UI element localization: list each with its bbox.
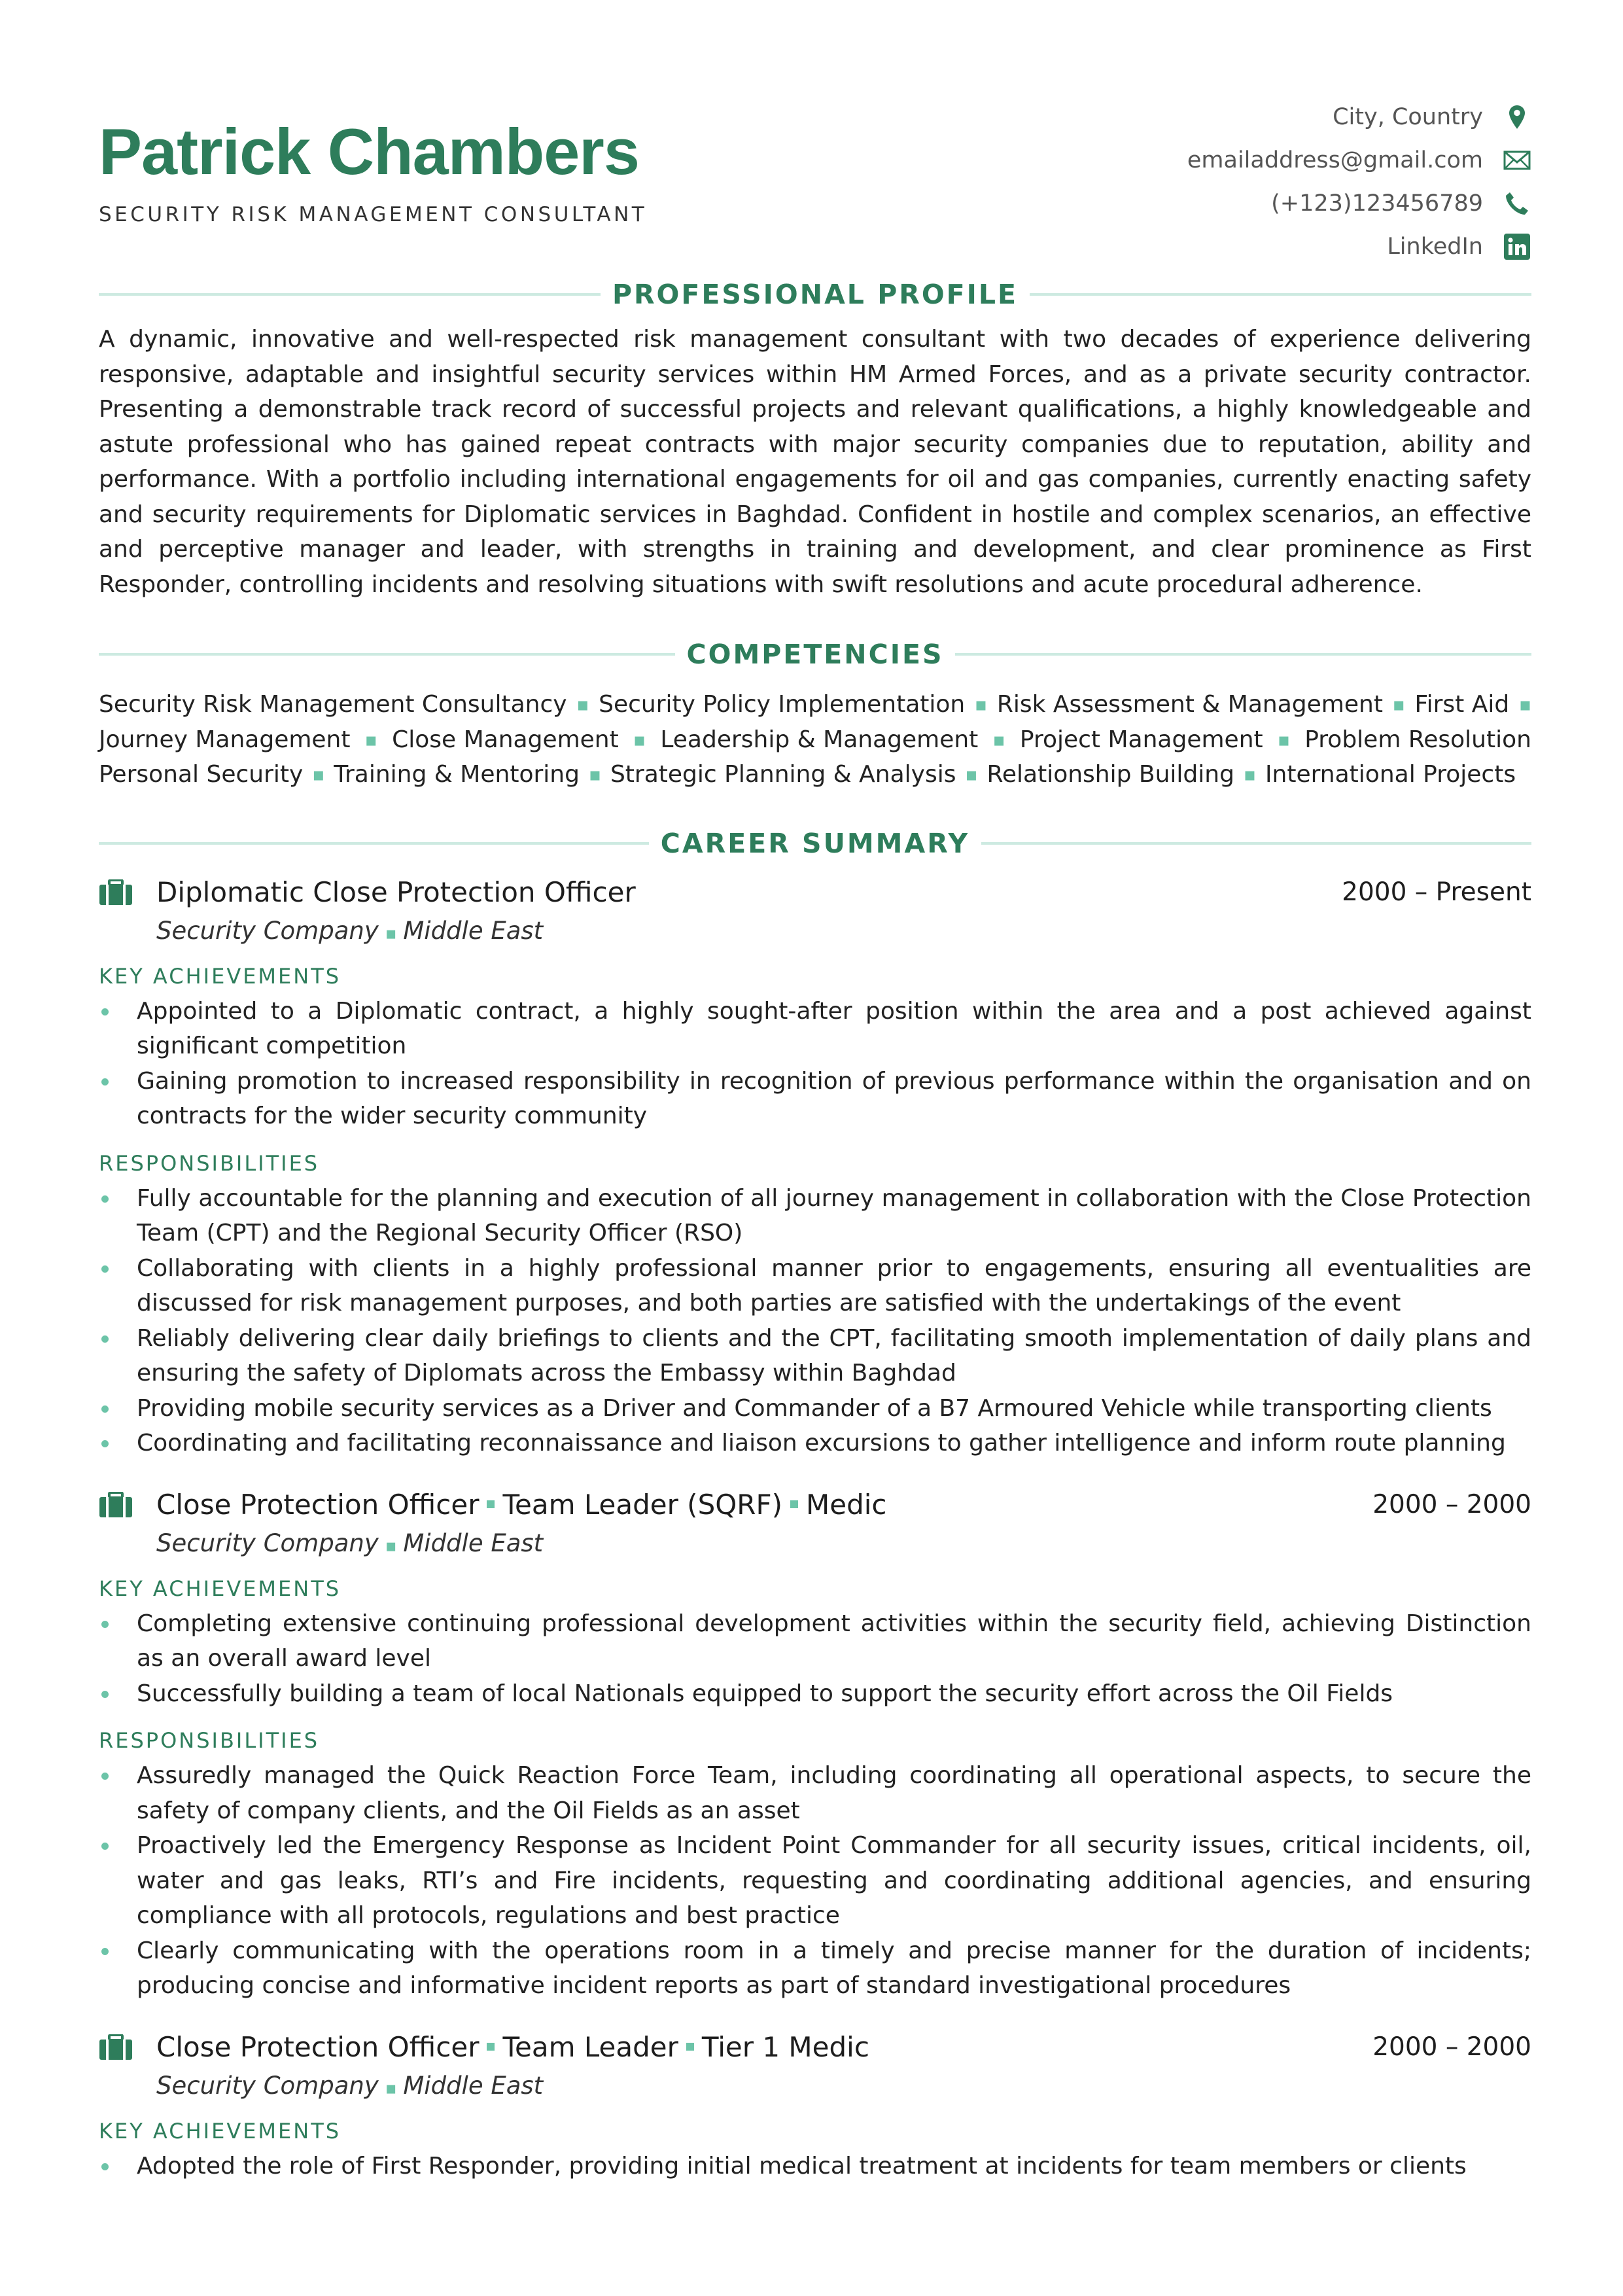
company-name: Security Company [156,916,379,945]
competency-item: International Projects [1265,761,1516,788]
separator-dot: ▪ [364,728,377,751]
role-part: Tier 1 Medic [701,2031,869,2063]
profile-section-heading [99,275,1531,314]
contact-linkedin [1187,225,1531,268]
competency-item: Project Management [1019,726,1263,753]
responsibility-item: Fully accountable for the planning and execution of all journey management in collaboration with the Close Protection Team (CPT) and the Regional Security Officer (RSO) [99,1181,1531,1251]
competency-row [99,757,1531,792]
separator-dot: ▪ [1518,694,1531,716]
contact-linkedin-text[interactable]: LinkedIn [1387,234,1483,260]
competency-item: Risk Assessment & Management [996,691,1383,718]
briefcase-icon [99,2034,133,2060]
separator-dot: ▪ [312,764,325,786]
contact-email [1187,139,1531,182]
key-achievements-heading: KEY ACHIEVEMENTS [99,2118,341,2144]
competencies-heading: COMPETENCIES [686,639,944,670]
separator-dot: ▪ [1243,764,1256,786]
heading-rule-left [99,293,601,296]
job-role [156,1489,887,1521]
candidate-name: Patrick Chambers [99,115,639,188]
competency-row [99,687,1531,722]
job-header [99,2027,1531,2068]
job-entry [99,2027,1531,2184]
role-part: Medic [806,1489,887,1521]
separator-dot: ▪ [965,764,978,786]
responsibility-item: Reliably delivering clear daily briefings to clients and the CPT, facilitating smooth implementation of daily plans and ensuring the safety of Diplomats across the Embassy within Baghdad [99,1321,1531,1391]
responsibilities-list [99,1181,1531,1461]
role-part: Team Leader [502,2031,678,2063]
competencies-list [99,687,1531,792]
role-part: Close Protection Officer [156,1489,480,1521]
job-role [156,2031,869,2063]
heading-rule-right [981,842,1531,845]
linkedin-icon [1503,232,1531,261]
company-location: Middle East [403,1528,544,1557]
role-separator [487,2043,495,2051]
competency-item: Close Management [392,726,619,753]
role-part: Team Leader (SQRF) [502,1489,783,1521]
key-achievements-heading: KEY ACHIEVEMENTS [99,963,341,989]
responsibility-item: Coordinating and facilitating reconnaissance and liaison excursions to gather intelligence and inform route planning [99,1426,1531,1461]
competency-item: Security Risk Management Consultancy [99,691,567,718]
competency-item: Relationship Building [986,761,1234,788]
contact-email-text[interactable]: emailaddress@gmail.com [1187,147,1483,173]
separator-dot: ▪ [1277,728,1290,751]
career-section-heading [99,824,1531,863]
responsibility-item: Proactively led the Emergency Response as Incident Point Commander for all security issues, critical incidents, oil, water and gas leaks, RTI’s and Fire incidents, requesting and coordinating additional agencies, and ensuring compliance with all protocols, regulations and best practice [99,1828,1531,1934]
competency-item: Strategic Planning & Analysis [610,761,956,788]
responsibilities-heading: RESPONSIBILITIES [99,1150,320,1176]
heading-rule-left [99,842,649,845]
envelope-icon [1503,146,1531,175]
job-entry [99,1485,1531,2004]
role-separator [487,1500,495,1508]
contact-phone-text[interactable]: (+123)123456789 [1271,190,1483,217]
company-location: Middle East [403,2071,544,2100]
profile-text: A dynamic, innovative and well-respected risk management consultant with two decades of experience delivering responsive, adaptable and insightful security services within HM Armed Forces, and as a private security contractor. Presenting a demonstrable track record of successful projects and relevant qualifications, a highly knowledgeable and astute professional who has gained repeat contracts with major security companies due to reputation, ability and performance. With a portfolio including international engagements for oil and gas companies, currently enacting safety and security requirements for Diplomatic services in Baghdad. Confident in hostile and complex scenarios, an effective and perceptive manager and leader, with strengths in training and development, and clear prominence as First Responder, controlling incidents and resolving situations with swift resolutions and acute procedural adherence. [99,326,1531,598]
achievement-item: Gaining promotion to increased responsibility in recognition of previous performance within the organisation and on contracts for the wider security community [99,1064,1531,1134]
resume-page [99,0,1531,2183]
competency-item: Journey Management [99,726,351,753]
contact-phone [1187,182,1531,225]
location-pin-icon [1503,103,1531,132]
job-company [156,913,1531,949]
contact-list [1187,96,1531,268]
resume-header [99,0,1531,275]
separator-dot: ▪ [385,2078,397,2098]
separator-dot: ▪ [1392,694,1405,716]
candidate-title: SECURITY RISK MANAGEMENT CONSULTANT [99,203,648,226]
responsibility-item: Clearly communicating with the operations room in a timely and precise manner for the duration of incidents; producing concise and informative incident reports as part of standard investigational procedures [99,1934,1531,2004]
separator-dot: ▪ [385,923,397,944]
job-header [99,1485,1531,1525]
competency-item: Problem Resolution [1304,726,1531,753]
responsibilities-list [99,1758,1531,2004]
job-company [156,1525,1531,1562]
responsibility-item: Collaborating with clients in a highly professional manner prior to engagements, ensuring all eventualities are discussed for risk management purposes, and both parties are satisfied with the undertakings of the event [99,1251,1531,1321]
separator-dot: ▪ [633,728,646,751]
competency-item: Leadership & Management [660,726,979,753]
separator-dot: ▪ [576,694,589,716]
achievement-item: Successfully building a team of local Nationals equipped to support the security effort across the Oil Fields [99,1676,1531,1712]
competency-row [99,722,1531,758]
role-part: Close Protection Officer [156,2031,480,2063]
heading-rule-right [955,653,1531,656]
job-header [99,872,1531,913]
role-separator [790,1500,798,1508]
company-location: Middle East [403,916,544,945]
achievements-list [99,1606,1531,1712]
separator-dot: ▪ [385,1536,397,1556]
separator-dot: ▪ [975,694,988,716]
company-name: Security Company [156,1528,379,1557]
job-company [156,2068,1531,2104]
separator-dot: ▪ [992,728,1005,751]
competency-item: Personal Security [99,761,304,788]
job-entry [99,872,1531,1461]
briefcase-icon [99,1492,133,1518]
achievements-list [99,2149,1531,2184]
profile-heading: PROFESSIONAL PROFILE [612,279,1019,310]
responsibilities-heading: RESPONSIBILITIES [99,1728,320,1753]
job-dates: 2000 – Present [1342,877,1531,907]
role-separator [686,2043,694,2051]
competencies-section-heading [99,635,1531,674]
phone-icon [1503,189,1531,218]
achievement-item: Adopted the role of First Responder, providing initial medical treatment at incidents for team members or clients [99,2149,1531,2184]
competency-item: Security Policy Implementation [599,691,966,718]
heading-rule-right [1030,293,1531,296]
career-jobs [99,872,1531,2184]
heading-rule-left [99,653,675,656]
achievement-item: Appointed to a Diplomatic contract, a highly sought-after position within the area and a post achieved against significant competition [99,994,1531,1064]
career-heading: CAREER SUMMARY [660,827,970,859]
achievements-list [99,994,1531,1134]
competency-item: First Aid [1414,691,1510,718]
contact-location [1187,96,1531,139]
contact-location-text: City, Country [1333,104,1483,130]
job-dates: 2000 – 2000 [1372,2032,1531,2062]
job-role [156,876,636,908]
key-achievements-heading: KEY ACHIEVEMENTS [99,1576,341,1601]
competency-item: Training & Mentoring [334,761,580,788]
briefcase-icon [99,879,133,906]
role-part: Diplomatic Close Protection Officer [156,876,636,908]
responsibility-item: Providing mobile security services as a Driver and Commander of a B7 Armoured Vehicle while transporting clients [99,1391,1531,1426]
achievement-item: Completing extensive continuing professional development activities within the security field, achieving Distinction as an overall award level [99,1606,1531,1676]
company-name: Security Company [156,2071,379,2100]
responsibility-item: Assuredly managed the Quick Reaction Force Team, including coordinating all operational aspects, to secure the safety of company clients, and the Oil Fields as an asset [99,1758,1531,1828]
separator-dot: ▪ [588,764,601,786]
job-dates: 2000 – 2000 [1372,1490,1531,1519]
